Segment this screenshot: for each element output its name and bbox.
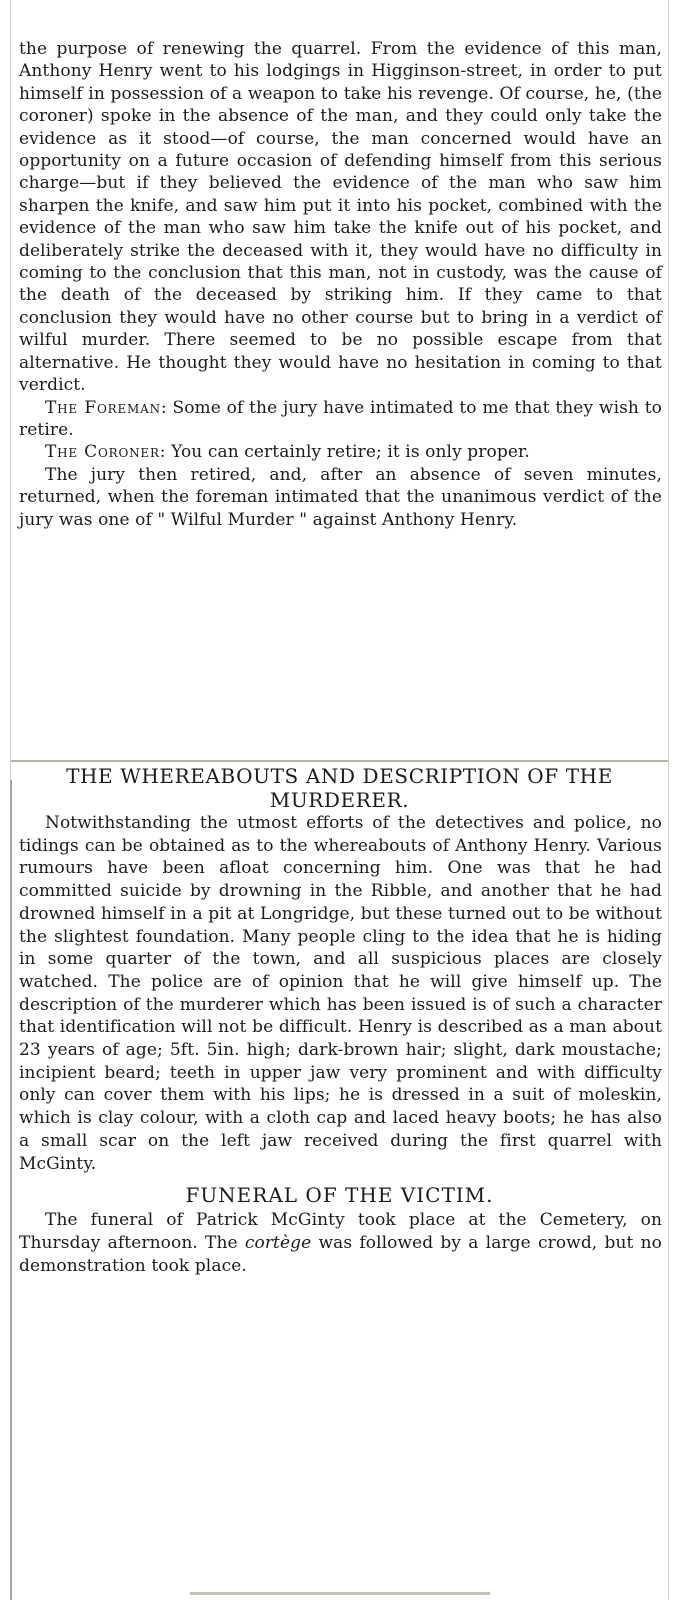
funeral-cortege-word: cortège xyxy=(244,1232,312,1253)
coroner-statement xyxy=(11,441,668,463)
funeral-text-end: was followed by a large crowd, but no demonstration took place. xyxy=(19,1232,662,1276)
coroner-summing-up-paragraph: the purpose of renewing the quarrel. From the evidence of this man, Anthony Henry went to his lodgings in Higginson-street, in order to put himself in possession of a weapon to take his revenge. Of course, he, (the coroner) spoke in the absence of the man, and they could only take the evidence as it stood—of course, the man concerned would have an opportunity on a future occasion of defending himself from this serious charge—but if they believed the evidence of the man who saw him sharpen the knife, and saw him put it into his pocket, combined with the evidence of the man who saw him take the knife out of his pocket, and deliberately strike the deceased with it, they would have no difficulty in coming to the conclusion that this man, not in custody, was the cause of the death of the deceased by striking him. If they came to that conclusion they would have no other course but to bring in a verdict of wilful murder. There seemed to be no possible escape from that alternative. He thought they would have no hesitation in coming to that verdict. xyxy=(19,39,662,396)
verdict-paragraph: The jury then retired, and, after an absence of seven minutes, returned, when the foreman intimated that the unanimous verdict of the jury was one of " Wilful Murder " against Anthony Henry. xyxy=(19,464,662,530)
foreman-statement xyxy=(11,397,668,442)
funeral-text-start: The funeral of Patrick McGinty took place at the Cemetery, on Thursday afternoon. The xyxy=(19,1210,662,1253)
whereabouts-article xyxy=(11,762,668,1277)
whereabouts-paragraph: Notwithstanding the utmost efforts of the detectives and police, no tidings can be obtained as to the whereabouts of Anthony Henry. Various rumours have been afloat concerning him. One was that he had committed suicide by drowning in the Ribble, and another that he had drowned himself in a pit at Longridge, but these turned out to be without the slightest foundation. Many people cling to the idea that he is hiding in some quarter of the town, and all suspicious places are closely watched. The police are of opinion that he will give himself up. The description of the murderer which has been issued is of such a character that identification will not be difficult. Henry is described as a man about 23 years of age; 5ft. 5in. high; dark-brown hair; slight, dark moustache; incipient beard; teeth in upper jaw very prominent and with difficulty only can cover them with his lips; he is dressed in a suit of moleskin, which is clay colour, with a cloth cap and laced heavy boots; he has also a small scar on the left jaw received during the first quarrel with McGinty. xyxy=(19,813,662,1174)
foreman-text: : Some of the jury have intimated to me that they wish to retire. xyxy=(19,397,662,440)
scan-edge-line xyxy=(10,780,12,1600)
inquest-report-continuation xyxy=(11,38,668,531)
funeral-subhead: FUNERAL OF THE VICTIM. xyxy=(185,1183,494,1208)
funeral-paragraph xyxy=(11,1209,668,1277)
whereabouts-headline: THE WHEREABOUTS AND DESCRIPTION OF THE MURDERER. xyxy=(66,764,613,812)
newspaper-clipping xyxy=(10,0,669,1600)
bottom-rule xyxy=(190,1592,490,1595)
coroner-text: : You can certainly retire; it is only proper. xyxy=(159,442,530,463)
foreman-speaker: The Foreman xyxy=(45,397,161,418)
coroner-speaker: The Coroner xyxy=(45,442,160,463)
